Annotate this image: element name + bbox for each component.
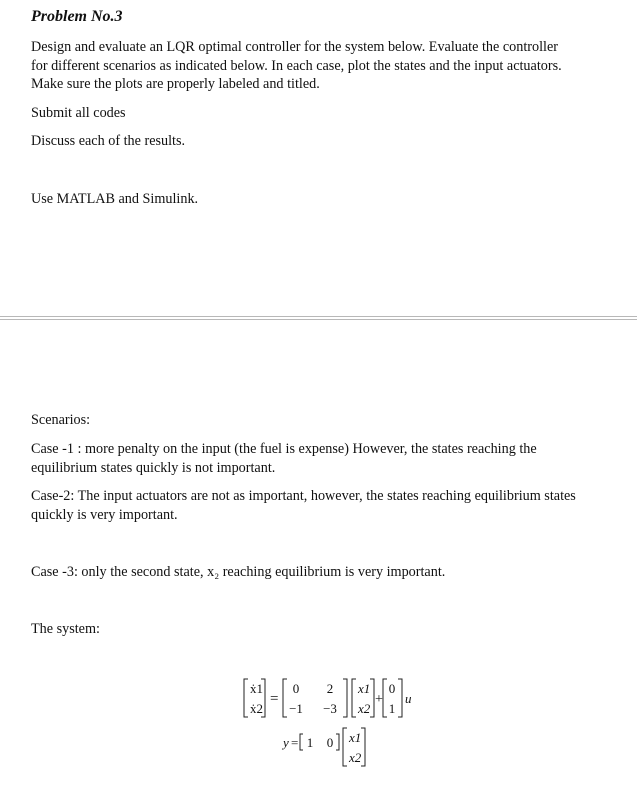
submit-instruction: Submit all codes [31, 105, 126, 121]
equals-sign: = [270, 691, 279, 707]
state-x2: x2 [358, 701, 371, 716]
state-derivative-1: ẋ1 [250, 681, 263, 696]
tools-instruction: Use MATLAB and Simulink. [31, 191, 199, 207]
case-2 [31, 487, 621, 524]
case-1-line-2: equilibrium states quickly is not important. [31, 459, 276, 476]
case-2-line-2: quickly is very important. [31, 506, 178, 523]
bracket-right [343, 679, 347, 717]
page-divider [0, 316, 637, 320]
problem-title: Problem No.3 [31, 8, 123, 25]
case-3: Case -3: only the second state, x₂ reaching equilibrium is very important. [31, 564, 446, 580]
bracket-left [300, 734, 303, 750]
input-u: u [405, 691, 412, 706]
b-vector-2: 1 [388, 701, 396, 716]
a-matrix-11: 0 [292, 681, 300, 696]
system-equations [230, 672, 430, 782]
bracket-right [398, 679, 402, 717]
system-heading: The system: [31, 621, 100, 637]
a-matrix-22: −3 [323, 701, 337, 716]
case-1 [31, 440, 621, 477]
c-matrix-2: 0 [326, 735, 334, 750]
bracket-right [336, 734, 339, 750]
bracket-left [343, 728, 347, 766]
bracket-right [361, 728, 365, 766]
bracket-left [283, 679, 287, 717]
problem-intro [31, 38, 621, 94]
scenarios-heading: Scenarios: [31, 412, 91, 428]
bracket-left [244, 679, 248, 717]
bracket-right [370, 679, 374, 717]
intro-line-2: for different scenarios as indicated below. In each case, plot the states and the input actuators. [31, 57, 562, 74]
case-1-line-1: Case -1 : more penalty on the input (the fuel is expense) However, the states reaching the [31, 441, 537, 457]
c-matrix-1: 1 [306, 735, 314, 750]
b-vector-1: 0 [388, 681, 396, 696]
state-derivative-2: ẋ2 [250, 701, 263, 716]
bracket-left [383, 679, 387, 717]
output-equals-sign: = [291, 735, 299, 750]
intro-line-1: Design and evaluate an LQR optimal controller for the system below. Evaluate the controller [31, 39, 559, 55]
bracket-left [352, 679, 356, 717]
intro-line-3: Make sure the plots are properly labeled and titled. [31, 76, 320, 92]
output-state-x2: x2 [349, 750, 362, 765]
a-matrix-12: 2 [326, 681, 334, 696]
output-state-x1: x1 [349, 730, 362, 745]
state-x1: x1 [358, 681, 371, 696]
a-matrix-21: −1 [289, 701, 303, 716]
output-y: y [283, 735, 289, 750]
discuss-instruction: Discuss each of the results. [31, 133, 186, 149]
case-2-line-1: Case-2: The input actuators are not as important, however, the states reaching equilibrium states [31, 488, 576, 504]
plus-sign: + [375, 692, 383, 707]
state-space-equations [230, 672, 430, 782]
